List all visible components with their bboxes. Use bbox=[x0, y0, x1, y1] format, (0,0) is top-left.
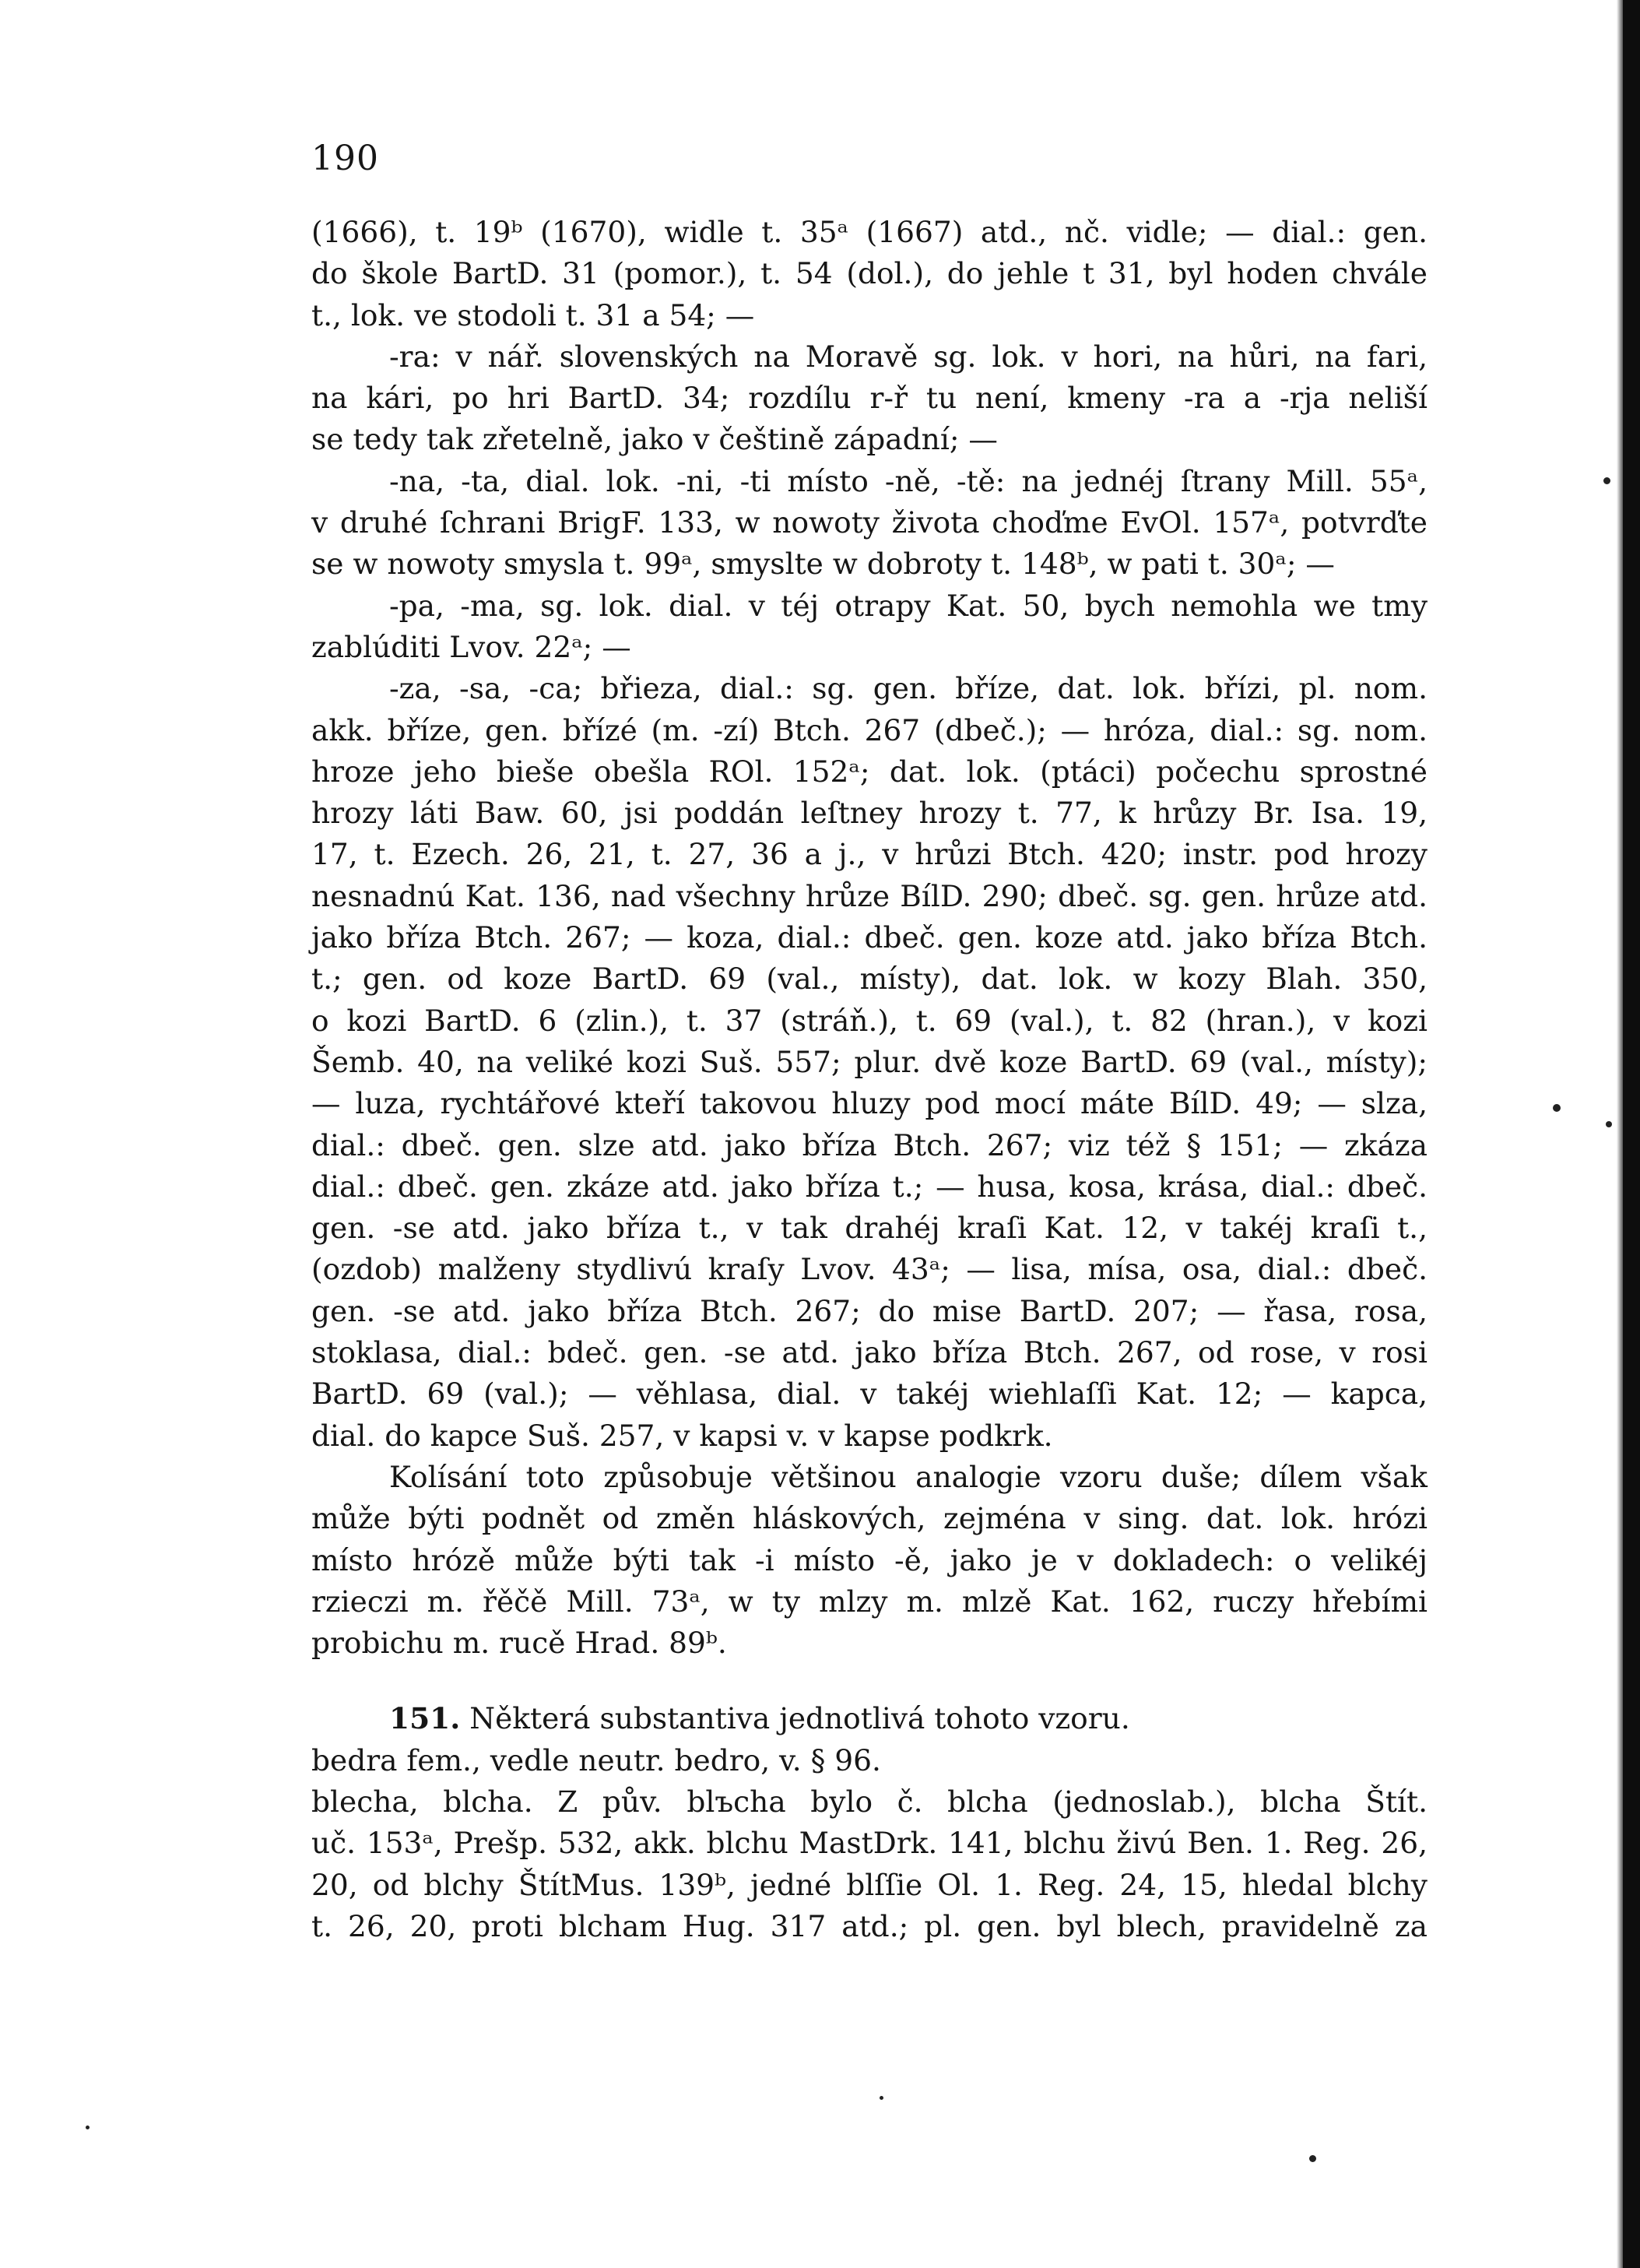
text-line: (ozdob) malženy stydlivú kraſy Lvov. 43ᵃ; — lisa, mísa, osa, dial.: dbeč. bbox=[311, 1252, 1428, 1287]
text-line: rzieczi m. řěčě Mill. 73ᵃ, w ty mlzy m. mlzě Kat. 162, ruczy hřebími bbox=[311, 1584, 1428, 1619]
section-line: blecha, blcha. Z pův. blъcha bylo č. blcha (jednoslab.), blcha Štít. bbox=[311, 1784, 1428, 1819]
text-line: (1666), t. 19ᵇ (1670), widle t. 35ᵃ (1667) atd., nč. vidle; — dial.: gen. bbox=[311, 215, 1428, 249]
text-line: dial. do kapce Suš. 257, v kapsi v. v kapse podkrk. bbox=[311, 1418, 1053, 1453]
text-line: gen. -se atd. jako bříza t., v tak drahéj kraſi Kat. 12, v takéj kraſi t., bbox=[311, 1211, 1428, 1246]
section-heading bbox=[311, 1698, 1428, 1739]
text-line: dial.: dbeč. gen. slze atd. jako bříza Btch. 267; viz též § 151; — zkáza bbox=[311, 1127, 1428, 1162]
section-line: uč. 153ᵃ, Prešp. 532, akk. blchu MastDrk. 141, blchu živú Ben. 1. Reg. 26, bbox=[311, 1826, 1428, 1861]
section-line: t. 26, 20, proti blcham Hug. 317 atd.; pl. gen. byl blech, pravidelně za bbox=[311, 1908, 1428, 1943]
text-line: se w nowoty smysla t. 99ᵃ, smyslte w dobroty t. 148ᵇ, w pati t. 30ᵃ; — bbox=[311, 547, 1335, 582]
paragraph-block bbox=[311, 212, 1428, 1664]
text-line: se tedy tak zřetelně, jako v češtině západní; — bbox=[311, 422, 998, 457]
text-line: akk. bříze, gen. břízé (m. -zí) Btch. 267 (dbeč.); — hróza, dial.: sg. nom. bbox=[311, 712, 1428, 747]
text-line: — luza, rychtářové kteří takovou hluzy pod mocí máte BílD. 49; — slza, bbox=[311, 1086, 1428, 1121]
section-title: Některá substantiva jednotlivá tohoto vzoru. bbox=[469, 1701, 1130, 1736]
scan-edge bbox=[1623, 0, 1640, 2268]
text-line: -za, -sa, -ca; břieza, dial.: sg. gen. bříze, dat. lok. břízi, pl. nom. bbox=[389, 671, 1428, 706]
text-line: hrozy láti Baw. 60, jsi poddán leſtney hrozy t. 77, k hrůzy Br. Isa. 19, bbox=[311, 796, 1428, 831]
scan-speck bbox=[1606, 1121, 1612, 1127]
page-number: 190 bbox=[311, 139, 379, 178]
text-line: může býti podnět od změn hláskových, zejména v sing. dat. lok. hrózi bbox=[311, 1501, 1428, 1536]
text-line: dial.: dbeč. gen. zkáze atd. jako bříza t.; — husa, kosa, krása, dial.: dbeč. bbox=[311, 1169, 1428, 1204]
text-line: t., lok. ve stodoli t. 31 a 54; — bbox=[311, 297, 755, 332]
scan-speck bbox=[1309, 2155, 1316, 2162]
text-line: -na, -ta, dial. lok. -ni, -ti místo -ně, -tě: na jednéj ſtrany Mill. 55ᵃ, bbox=[389, 463, 1428, 498]
text-line: nesnadnú Kat. 136, nad všechny hrůze BílD. 290; dbeč. sg. gen. hrůze atd. bbox=[311, 878, 1428, 913]
section-line: 20, od blchy ŠtítMus. 139ᵇ, jedné blſſie Ol. 1. Reg. 24, 15, hledal blchy bbox=[311, 1867, 1428, 1902]
text-line: -pa, -ma, sg. lok. dial. v téj otrapy Kat. 50, bych nemohla we tmy bbox=[389, 588, 1428, 623]
text-line: o kozi BartD. 6 (zlin.), t. 37 (stráň.), t. 69 (val.), t. 82 (hran.), v kozi bbox=[311, 1003, 1428, 1038]
section-number: 151. bbox=[389, 1701, 461, 1736]
text-line: na kári, po hri BartD. 34; rozdílu r-ř tu není, kmeny -ra a -rja neliší bbox=[311, 381, 1428, 416]
scan-speck bbox=[880, 2096, 883, 2100]
text-line: jako bříza Btch. 267; — koza, dial.: dbeč. gen. koze atd. jako bříza Btch. bbox=[311, 920, 1428, 955]
text-line: t.; gen. od koze BartD. 69 (val., místy), dat. lok. w kozy Blah. 350, bbox=[311, 962, 1428, 997]
body-text bbox=[311, 212, 1428, 1947]
text-line: v druhé ſchrani BrigF. 133, w nowoty života choďme EvOl. 157ᵃ, potvrďte bbox=[311, 505, 1428, 540]
text-line: probichu m. rucě Hrad. 89ᵇ. bbox=[311, 1626, 727, 1661]
scan-speck bbox=[86, 2126, 90, 2129]
text-line: stoklasa, dial.: bdeč. gen. -se atd. jako bříza Btch. 267, od rose, v rosi bbox=[311, 1335, 1428, 1370]
text-line: BartD. 69 (val.); — věhlasa, dial. v takéj wiehlaſſi Kat. 12; — kapca, bbox=[311, 1377, 1428, 1412]
text-line: Kolísání toto způsobuje většinou analogie vzoru duše; dílem však bbox=[389, 1459, 1428, 1494]
text-line: do škole BartD. 31 (pomor.), t. 54 (dol.), do jehle t 31, byl hoden chvále bbox=[311, 256, 1428, 291]
text-line: hroze jeho bieše obešla ROl. 152ᵃ; dat. lok. (ptáci) počechu sprostné bbox=[311, 754, 1428, 789]
page-edge-shadow bbox=[1617, 0, 1623, 2268]
text-line: gen. -se atd. jako bříza Btch. 267; do mise BartD. 207; — řasa, rosa, bbox=[311, 1293, 1428, 1328]
section-line: bedra fem., vedle neutr. bedro, v. § 96. bbox=[311, 1742, 881, 1777]
text-line: zablúditi Lvov. 22ᵃ; — bbox=[311, 629, 631, 664]
scan-speck bbox=[1553, 1104, 1561, 1112]
text-line: 17, t. Ezech. 26, 21, t. 27, 36 a j., v hrůzi Btch. 420; instr. pod hrozy bbox=[311, 837, 1428, 872]
text-line: místo hrózě může býti tak -i místo -ě, jako je v dokladech: o velikéj bbox=[311, 1542, 1428, 1577]
text-line: Šemb. 40, na veliké kozi Suš. 557; plur. dvě koze BartD. 69 (val., místy); bbox=[311, 1044, 1428, 1079]
scan-speck bbox=[1603, 477, 1610, 484]
section-block bbox=[311, 1698, 1428, 1947]
text-line: -ra: v nář. slovenských na Moravě sg. lok. v hori, na hůri, na fari, bbox=[389, 339, 1428, 374]
